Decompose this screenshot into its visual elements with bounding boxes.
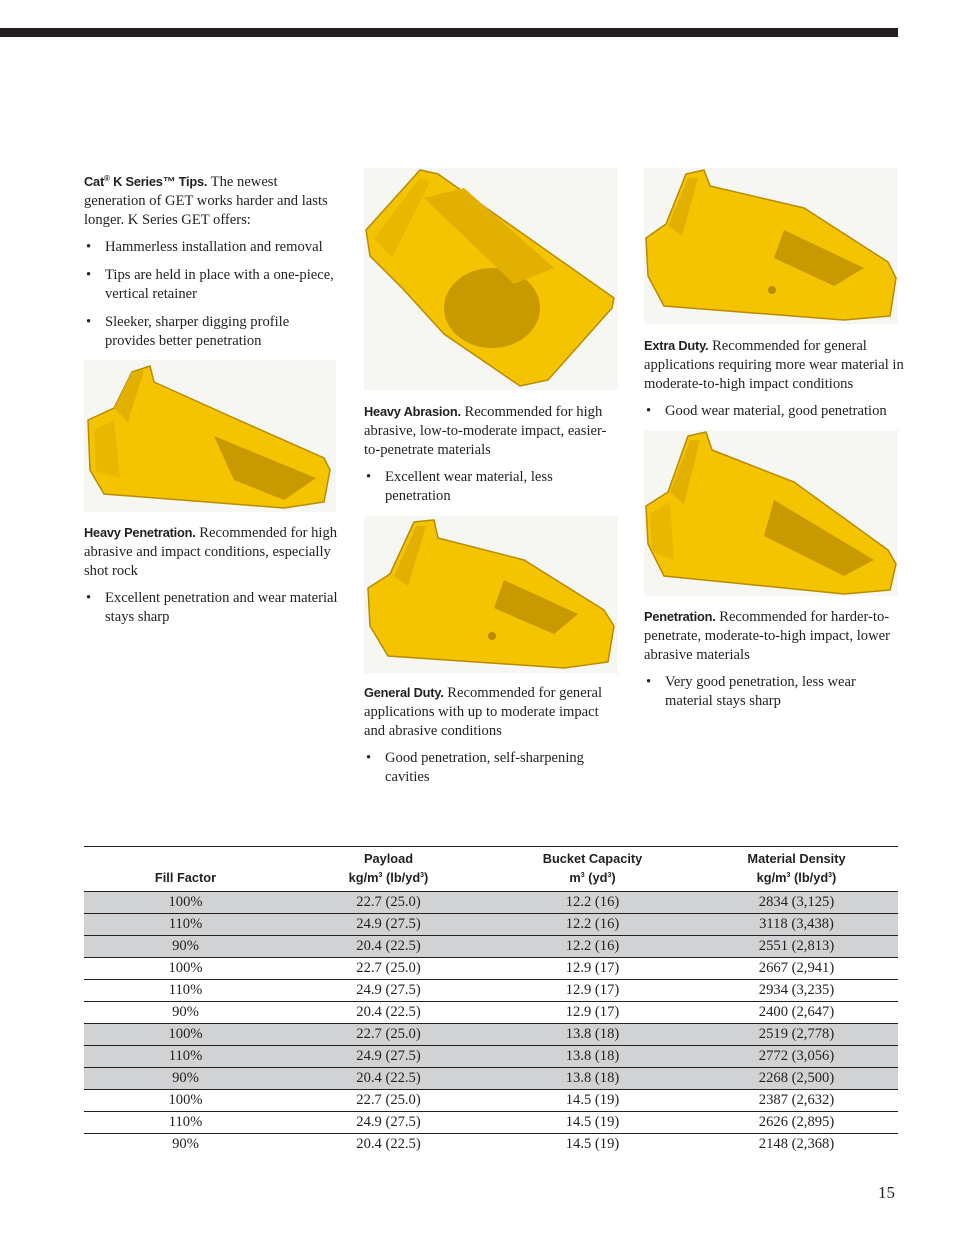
list-item: • Excellent wear material, less penetration [364, 468, 618, 506]
table-row: 100% 22.7 (25.0) 12.9 (17) 2667 (2,941) [84, 958, 898, 980]
penetration-paragraph: Penetration. Recommended for harder-to-penetrate, moderate-to-high impact, lower abrasive materials [644, 609, 890, 663]
k-series-intro [84, 172, 340, 360]
penetration-heading: Penetration. [644, 609, 716, 624]
penetration-tip-image [644, 430, 898, 596]
header-fill-factor: Fill Factor [154, 870, 217, 885]
extra-duty-heading: Extra Duty. [644, 338, 709, 353]
list-item: • Good penetration, self-sharpening cavities [364, 749, 620, 787]
table-row: 100% 22.7 (25.0) 12.2 (16) 2834 (3,125) [84, 892, 898, 914]
extra-duty-bullets [644, 402, 904, 421]
table-row: 110% 24.9 (27.5) 13.8 (18) 2772 (3,056) [84, 1046, 898, 1068]
table-row: 90% 20.4 (22.5) 13.8 (18) 2268 (2,500) [84, 1068, 898, 1090]
list-item: • Good wear material, good penetration [644, 402, 904, 421]
heavy-abrasion-block [364, 402, 618, 515]
table-row: 110% 24.9 (27.5) 14.5 (19) 2626 (2,895) [84, 1112, 898, 1134]
general-duty-block [364, 683, 620, 796]
heavy-penetration-heading: Heavy Penetration. [84, 525, 196, 540]
tip-illustration [364, 168, 618, 390]
header-payload: Payload $kg/m^3$ $(lb/yd^3)$ [348, 851, 429, 885]
tip-illustration [364, 516, 618, 674]
table-header-row [84, 847, 898, 892]
heavy-penetration-paragraph: Heavy Penetration. Recommended for high abrasive and impact conditions, especially shot rock [84, 525, 338, 579]
payload-table [84, 846, 898, 1155]
extra-duty-tip-image [644, 168, 898, 324]
table-row: 90% 20.4 (22.5) 12.2 (16) 2551 (2,813) [84, 936, 898, 958]
table-row: 110% 24.9 (27.5) 12.2 (16) 3118 (3,438) [84, 914, 898, 936]
table-row: 90% 20.4 (22.5) 12.9 (17) 2400 (2,647) [84, 1002, 898, 1024]
tip-illustration [644, 168, 898, 324]
list-item: • Hammerless installation and removal [84, 238, 340, 257]
list-item: • Sleeker, sharper digging profile provides better penetration [84, 313, 340, 351]
heavy-penetration-bullets [84, 589, 340, 627]
extra-duty-block [644, 336, 904, 430]
extra-duty-paragraph: Extra Duty. Recommended for general applications requiring more wear material in moderate-to-high impact conditions [644, 338, 904, 392]
table-row: 90% 20.4 (22.5) 14.5 (19) 2148 (2,368) [172, 1136, 835, 1152]
k-series-heading: Cat® K Series™ Tips. [84, 174, 208, 189]
penetration-block [644, 607, 900, 720]
heavy-penetration-tip-image [84, 360, 336, 512]
k-series-paragraph: Cat® K Series™ Tips. The newest generation of GET works harder and lasts longer. K Series GET offers: [84, 174, 328, 228]
top-rule [0, 28, 898, 37]
table-row: 110% 24.9 (27.5) 12.9 (17) 2934 (3,235) [84, 980, 898, 1002]
tip-illustration [644, 430, 898, 596]
list-item: • Tips are held in place with a one-piece, vertical retainer [84, 266, 340, 304]
heavy-abrasion-heading: Heavy Abrasion. [364, 404, 461, 419]
penetration-bullets [644, 673, 900, 711]
general-duty-paragraph: General Duty. Recommended for general applications with up to moderate impact and abrasive conditions [364, 685, 603, 739]
heavy-abrasion-paragraph: Heavy Abrasion. Recommended for high abrasive, low-to-moderate impact, easier-to-penetrate materials [364, 404, 607, 458]
heavy-abrasion-bullets [364, 468, 618, 506]
general-duty-heading: General Duty. [364, 685, 444, 700]
list-item: • Very good penetration, less wear material stays sharp [644, 673, 900, 711]
header-bucket-capacity: Bucket Capacity $m^3$ $(yd^3)$ [542, 851, 643, 885]
tip-illustration [84, 360, 336, 512]
general-duty-bullets [364, 749, 620, 787]
table-row: 100% 22.7 (25.0) 13.8 (18) 2519 (2,778) [84, 1024, 898, 1046]
table-row: 100% 22.7 (25.0) 14.5 (19) 2387 (2,632) [84, 1090, 898, 1112]
heavy-abrasion-tip-image [364, 168, 618, 390]
page-number: 15 [878, 1183, 895, 1202]
general-duty-tip-image [364, 516, 618, 674]
heavy-penetration-block [84, 523, 340, 636]
list-item: • Excellent penetration and wear material stays sharp [84, 589, 340, 627]
k-series-bullets [84, 238, 340, 351]
header-material-density: Material Density $kg/m^3$ $(lb/yd^3)$ [747, 851, 846, 885]
